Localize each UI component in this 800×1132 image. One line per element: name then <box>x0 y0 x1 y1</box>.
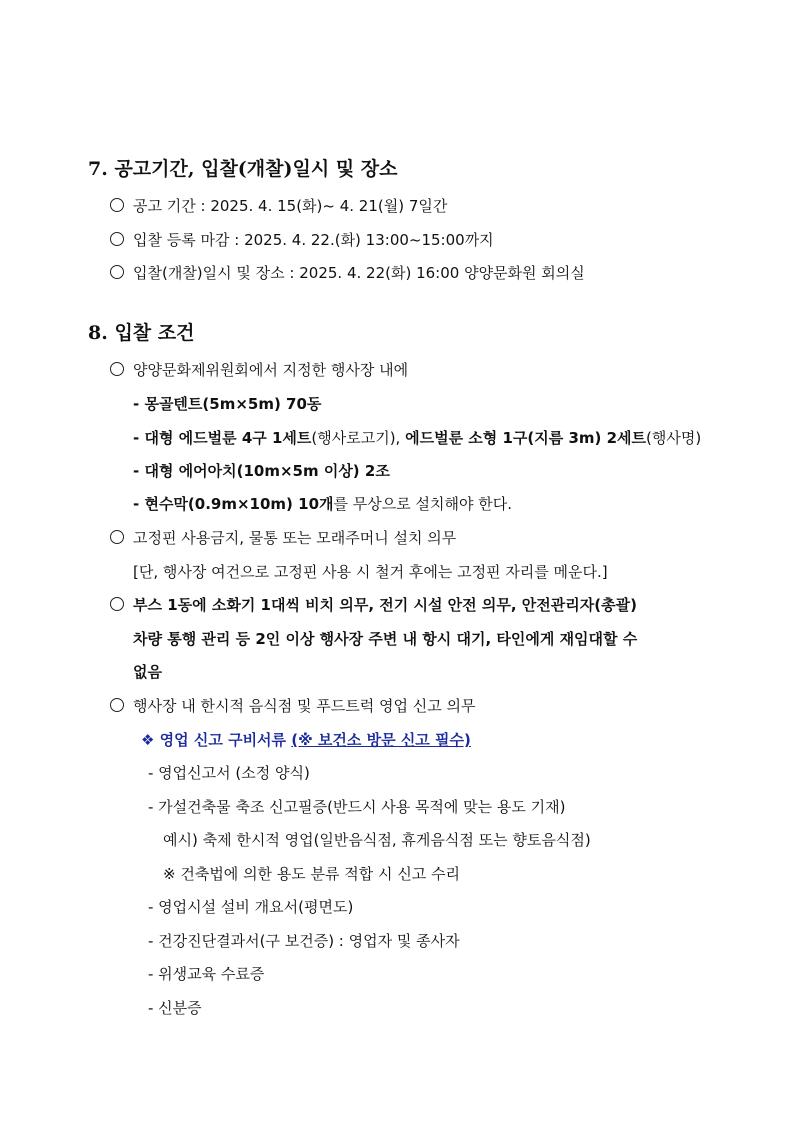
sub-item-banner: - 현수막(0.9m×10m) 10개를 무상으로 설치해야 한다. <box>133 495 512 513</box>
circle-bullet-icon <box>110 530 124 544</box>
circle-bullet-icon <box>110 597 124 611</box>
doc-hygiene-education-certificate: - 위생교육 수료증 <box>148 965 265 983</box>
booth-safety-line-2: 차량 통행 관리 등 2인 이상 행사장 주변 내 항시 대기, 타인에게 재임대할 수 <box>133 630 638 648</box>
section-8-heading: 8. 입찰 조건 <box>88 322 195 344</box>
doc-health-certificate: - 건강진단결과서(구 보건증) : 영업자 및 종사자 <box>148 932 460 950</box>
doc-business-report: - 영업신고서 (소정 양식) <box>148 764 310 782</box>
section-8-item-food-business: 행사장 내 한시적 음식점 및 푸드트럭 영업 신고 의무 <box>110 696 475 716</box>
section-8-item-venue: 양양문화제위원회에서 지정한 행사장 내에 <box>110 360 408 380</box>
circle-bullet-icon <box>110 232 124 246</box>
doc-temporary-building-certificate: - 가설건축물 축조 신고필증(반드시 사용 목적에 맞는 용도 기재) <box>148 798 566 816</box>
section-8-item-booth-safety: 부스 1동에 소화기 1대씩 비치 의무, 전기 시설 안전 의무, 안전관리자(총괄) <box>110 595 637 615</box>
sub-item-balloons: - 대형 에드벌룬 4구 1세트(행사로고기), 에드벌룬 소형 1구(지름 3m) 2세트(행사명) <box>133 429 702 447</box>
doc-facility-overview: - 영업시설 설비 개요서(평면도) <box>148 898 354 916</box>
doc-example-note: 예시) 축제 한시적 영업(일반음식점, 휴게음식점 또는 향토음식점) <box>163 831 591 849</box>
section-7-item-announcement-period: 공고 기간 : 2025. 4. 15(화)~ 4. 21(월) 7일간 <box>110 196 447 216</box>
circle-bullet-icon <box>110 265 124 279</box>
section-7-heading: 7. 공고기간, 입찰(개찰)일시 및 장소 <box>88 158 398 180</box>
circle-bullet-icon <box>110 198 124 212</box>
fixing-pin-note: [단, 행사장 여건으로 고정핀 사용 시 철거 후에는 고정핀 자리를 메운다.] <box>133 563 608 581</box>
circle-bullet-icon <box>110 362 124 376</box>
booth-safety-line-3: 없음 <box>133 663 162 681</box>
doc-building-law-note: ※ 건축법에 의한 용도 분류 적합 시 신고 수리 <box>163 865 461 883</box>
doc-id-card: - 신분증 <box>148 999 202 1017</box>
required-documents-title: ❖ 영업 신고 구비서류 (※ 보건소 방문 신고 필수) <box>141 731 471 749</box>
sub-item-mongol-tent: - 몽골텐트(5m×5m) 70동 <box>133 395 322 413</box>
sub-item-air-arch: - 대형 에어아치(10m×5m 이상) 2조 <box>133 462 390 480</box>
section-7-item-opening-datetime-place: 입찰(개찰)일시 및 장소 : 2025. 4. 22(화) 16:00 양양문화원 회의실 <box>110 263 585 283</box>
section-7-item-registration-deadline: 입찰 등록 마감 : 2025. 4. 22.(화) 13:00~15:00까지 <box>110 230 494 250</box>
circle-bullet-icon <box>110 698 124 712</box>
section-8-item-fixing-pin: 고정핀 사용금지, 물통 또는 모래주머니 설치 의무 <box>110 528 456 548</box>
